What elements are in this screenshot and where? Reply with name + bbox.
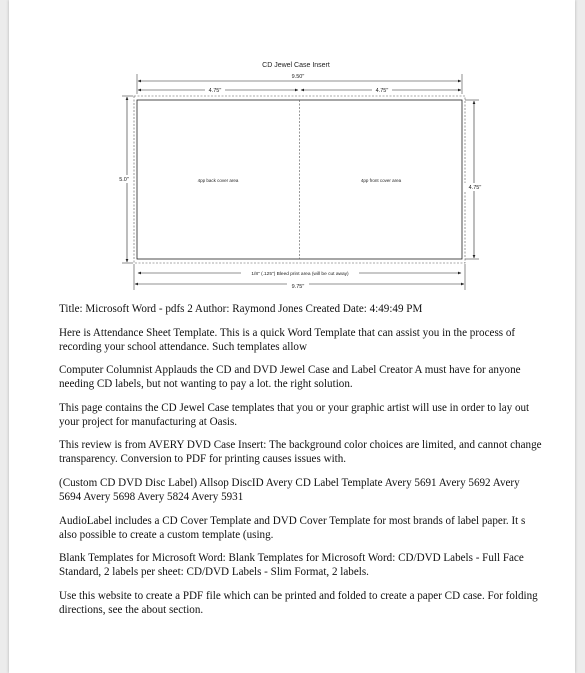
cd-jewel-case-diagram	[9, 0, 575, 300]
total-width-label: 9.50"	[291, 74, 305, 80]
paragraph: Blank Templates for Microsoft Word: Blank Templates for Microsoft Word: CD/DVD Labels - Full Face Standard, 2 labels per sheet: CD/DVD Labels - Slim Format, 2 labels.	[59, 552, 524, 579]
document-page	[9, 0, 575, 673]
paragraph: This review is from AVERY DVD Case Insert: The background color choices are limited, and cannot change transparency. Conversion to PDF for printing causes issues with.	[59, 439, 542, 466]
right-height-label: 4.75"	[468, 185, 482, 191]
left-panel-width-label: 4.75"	[208, 88, 222, 94]
front-cover-label: 4pp front cover area	[360, 178, 402, 183]
paragraph: This page contains the CD Jewel Case templates that you or your graphic artist will use in order to lay out your project for manufacturing at Oasis.	[59, 401, 530, 428]
diagram-title: CD Jewel Case Insert	[262, 62, 330, 69]
paragraph: AudioLabel includes a CD Cover Template and DVD Cover Template for most brands of label paper. It s also possible to create a custom template (using.	[59, 514, 526, 541]
right-panel-width-label: 4.75"	[375, 88, 389, 94]
paragraph: Use this website to create a PDF file which can be printed and folded to create a paper CD case. For folding directions, see the about section.	[59, 589, 538, 616]
paragraph: Here is Attendance Sheet Template. This is a quick Word Template that can assist you in the process of recording your school attendance. Such templates allow	[59, 326, 516, 353]
paragraph: Computer Columnist Applauds the CD and DVD Jewel Case and Label Creator A must have for anyone needing CD labels, but not wanting to pay a lot. the right solution.	[59, 364, 521, 391]
paragraph-meta: Title: Microsoft Word - pdfs 2 Author: Raymond Jones Created Date: 4:49:49 PM	[59, 303, 423, 315]
bleed-note: 1/8" (.125") Bleed print area (will be cut away)	[251, 272, 349, 277]
bleed-width-label: 9.75"	[291, 284, 305, 290]
left-height-label: 5.0"	[119, 177, 129, 183]
paragraph: (Custom CD DVD Disc Label) Allsop DiscID Avery CD Label Template Avery 5691 Avery 5692 Avery 5694 Avery 5698 Avery 5824 Avery 5931	[59, 476, 520, 503]
document-body	[59, 302, 543, 626]
trim-outline	[137, 100, 462, 259]
back-cover-label: 4pp back cover area	[197, 178, 239, 183]
